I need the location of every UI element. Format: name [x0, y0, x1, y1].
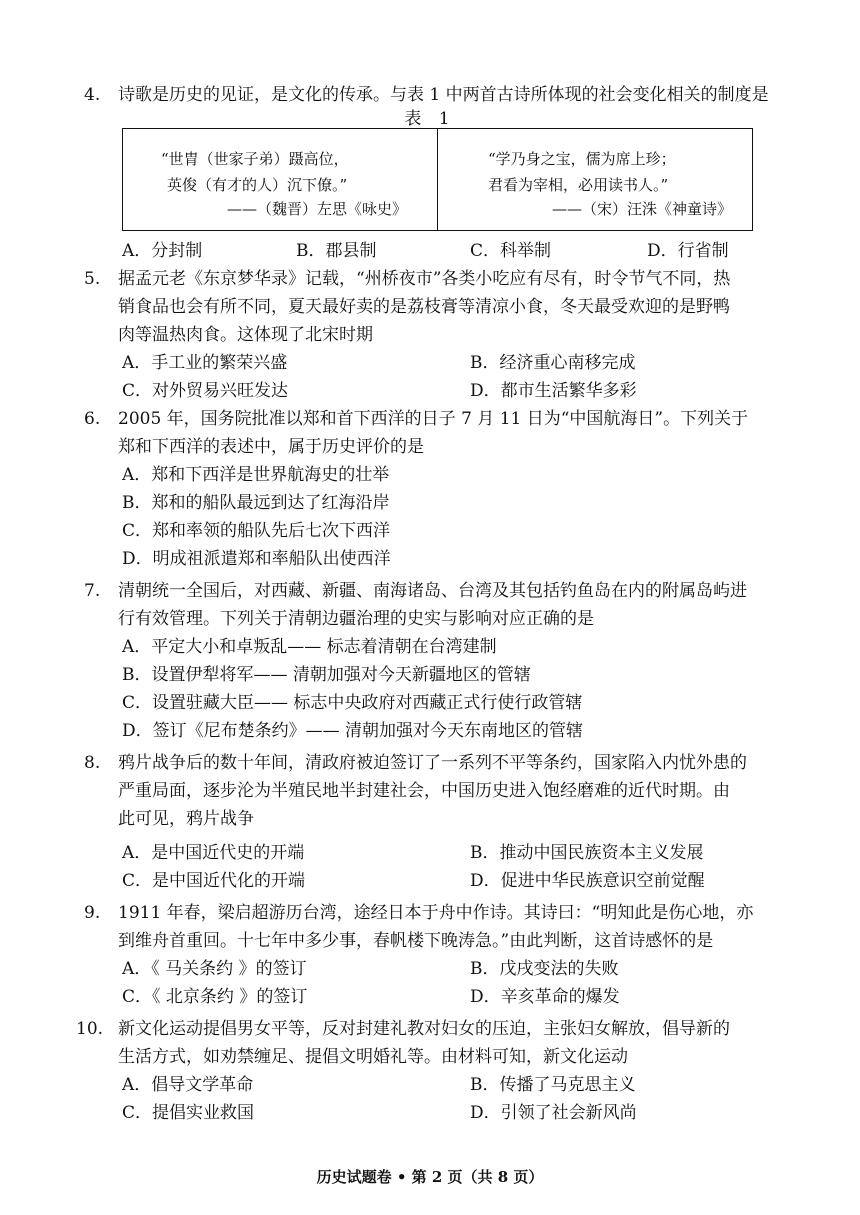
table-caption: 表 1	[404, 109, 456, 129]
option-a: A．分封制	[122, 241, 203, 261]
question-stem: 诗歌是历史的见证，是文化的传承。与表 1 中两首古诗所体现的社会变化相关的制度是	[118, 85, 769, 105]
question-number: 6.	[84, 409, 101, 429]
option-b: B．传播了马克思主义	[470, 1075, 636, 1095]
page-footer: 历史试题卷 • 第 2 页（共 8 页）	[316, 1168, 544, 1186]
question-stem: 郑和下西洋的表述中，属于历史评价的是	[118, 437, 424, 457]
option-a: A．平定大小和卓叛乱—— 标志着清朝在台湾建制	[122, 637, 497, 657]
question-stem: 严重局面，逐步沦为半殖民地半封建社会，中国历史进入饱经磨难的近代时期。由	[118, 781, 730, 801]
question-number: 8.	[84, 753, 101, 773]
option-c: C．是中国近代化的开端	[122, 871, 306, 891]
question-stem: 鸦片战争后的数十年间，清政府被迫签订了一系列不平等条约，国家陷入内忧外患的	[118, 753, 747, 773]
option-a: A．是中国近代史的开端	[122, 843, 305, 863]
option-a: A．《 马关条约 》的签订	[122, 959, 307, 979]
poem-table	[122, 128, 753, 231]
option-c: C．科举制	[470, 241, 552, 261]
question-number: 9.	[84, 903, 101, 923]
option-b: B．戊戌变法的失败	[470, 959, 619, 979]
question-number: 10.	[76, 1019, 104, 1039]
question-stem: 生活方式，如劝禁缠足、提倡文明婚礼等。由材料可知，新文化运动	[118, 1047, 628, 1067]
option-b: B．推动中国民族资本主义发展	[470, 843, 704, 863]
option-c: C．《 北京条约 》的签订	[122, 987, 308, 1007]
option-a: A．倡导文学革命	[122, 1075, 254, 1095]
question-stem: 行有效管理。下列关于清朝边疆治理的史实与影响对应正确的是	[118, 609, 594, 629]
question-stem: 销食品也会有所不同，夏天最好卖的是荔枝膏等清凉小食，冬天最受欢迎的是野鸭	[118, 297, 730, 317]
option-d: D．促进中华民族意识空前觉醒	[470, 871, 705, 891]
option-d: D．都市生活繁华多彩	[470, 381, 637, 401]
option-d: D．辛亥革命的爆发	[470, 987, 620, 1007]
option-c: C．对外贸易兴旺发达	[122, 381, 289, 401]
question-stem: 肉等温热肉食。这体现了北宋时期	[118, 325, 373, 345]
question-stem: 清朝统一全国后，对西藏、新疆、南海诸岛、台湾及其包括钓鱼岛在内的附属岛屿进	[118, 581, 747, 601]
question-number: 4.	[84, 85, 101, 105]
option-d: D．签订《尼布楚条约》—— 清朝加强对今天东南地区的管辖	[122, 721, 584, 741]
poem-attribution: ——（宋）汪洙《神童诗》	[552, 200, 733, 218]
option-a: A．郑和下西洋是世界航海史的壮举	[122, 465, 390, 485]
option-b: B．设置伊犁将军—— 清朝加强对今天新疆地区的管辖	[122, 665, 531, 685]
option-b: B．郡县制	[296, 241, 377, 261]
poem-cell-right	[437, 129, 752, 230]
question-stem: 新文化运动提倡男女平等，反对封建礼教对妇女的压迫，主张妇女解放，倡导新的	[118, 1019, 730, 1039]
question-stem: 1911 年春，梁启超游历台湾，途经日本于舟中作诗。其诗曰：“明知此是伤心地，亦	[118, 903, 754, 923]
option-b: B．郑和的船队最远到达了红海沿岸	[122, 493, 390, 513]
option-d: D．明成祖派遣郑和率船队出使西洋	[122, 549, 391, 569]
option-c: C．设置驻藏大臣—— 标志中央政府对西藏正式行使行政管辖	[122, 693, 583, 713]
option-b: B．经济重心南移完成	[470, 353, 636, 373]
question-stem: 据孟元老《东京梦华录》记载，“州桥夜市”各类小吃应有尽有，时令节气不同，热	[118, 269, 731, 289]
poem-cell-left	[123, 129, 437, 230]
option-a: A．手工业的繁荣兴盛	[122, 353, 288, 373]
poem-line: 英俊（有才的人）沉下僚。”	[167, 176, 348, 194]
option-c: C．提倡实业救国	[122, 1103, 255, 1123]
poem-line: “世胄（世家子弟）蹑高位，	[161, 150, 349, 168]
poem-attribution: ——（魏晋）左思《咏史》	[227, 200, 408, 218]
question-stem: 此可见，鸦片战争	[118, 809, 254, 829]
question-number: 7.	[84, 581, 101, 601]
question-number: 5.	[84, 269, 101, 289]
poem-line: 君看为宰相，必用读书人。”	[488, 176, 669, 194]
option-c: C．郑和率领的船队先后七次下西洋	[122, 521, 391, 541]
question-stem: 到维舟首重回。十七年中多少事，春帆楼下晚涛急。”由此判断，这首诗感怀的是	[118, 931, 714, 951]
option-d: D．引领了社会新风尚	[470, 1103, 637, 1123]
option-d: D．行省制	[647, 241, 729, 261]
question-stem: 2005 年，国务院批准以郑和首下西洋的日子 7 月 11 日为“中国航海日”。下列关于	[118, 409, 749, 429]
poem-line: “学乃身之宝，儒为席上珍；	[488, 150, 676, 168]
